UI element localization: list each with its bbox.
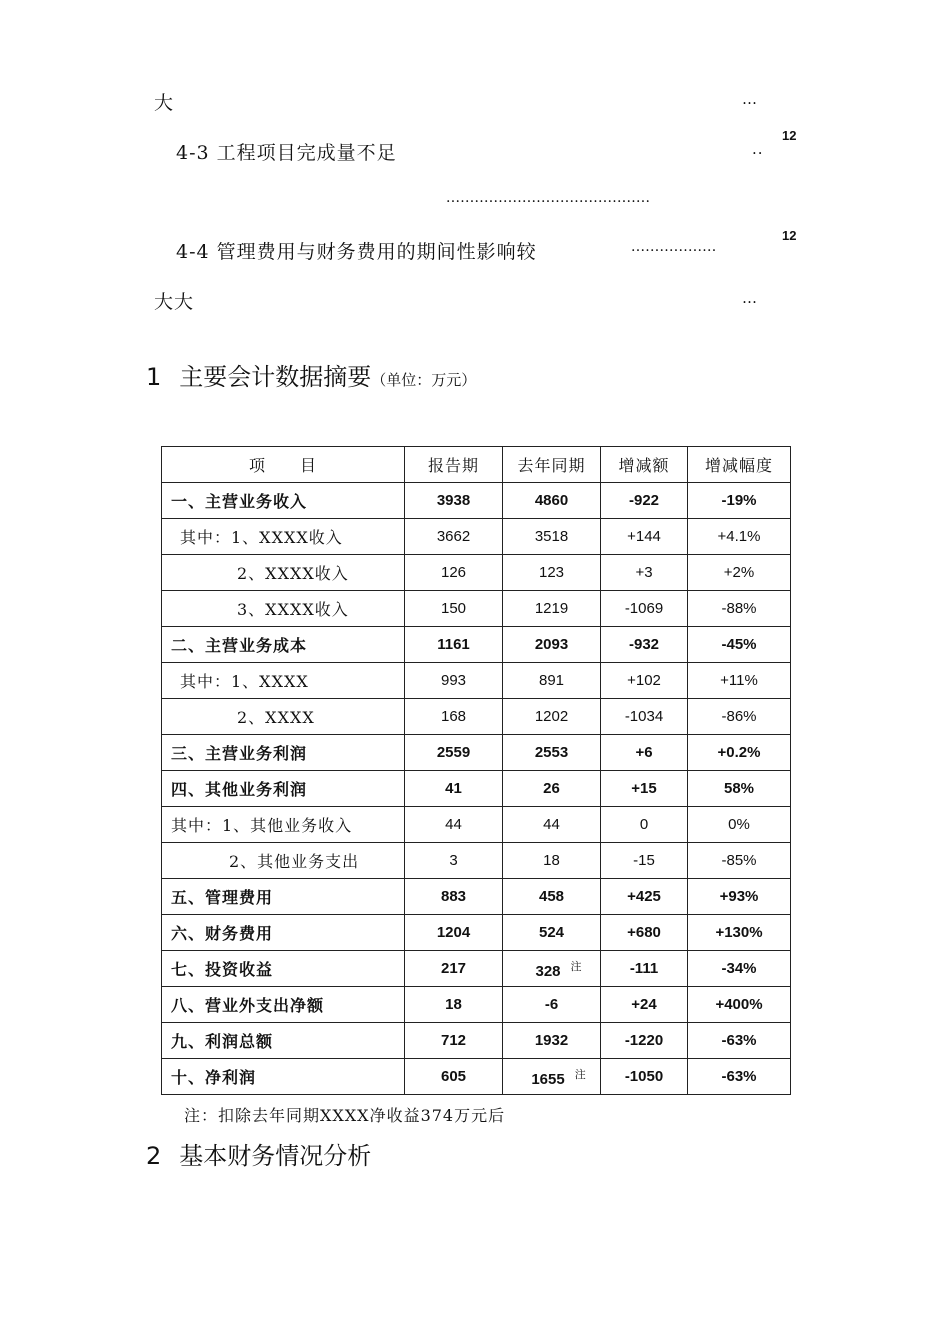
cell-value: 58% [688, 771, 791, 807]
cell-value: -86% [688, 699, 791, 735]
table-row [162, 519, 791, 555]
table-row [162, 627, 791, 663]
cell-value: -111 [601, 951, 688, 987]
cell-value: +0.2% [688, 735, 791, 771]
row-label: 2、XXXX [162, 699, 405, 735]
cell-value: +4.1% [688, 519, 791, 555]
row-label: 七、投资收益 [162, 951, 405, 987]
cell-value: -6 [503, 987, 601, 1023]
section-title: 基本财务情况分析 [179, 1142, 372, 1170]
cell-value: -45% [688, 627, 791, 663]
cell-value: 2093 [503, 627, 601, 663]
cell-value: 1204 [405, 915, 503, 951]
section-number: 2 [146, 1142, 162, 1170]
row-label: 2、XXXX收入 [162, 555, 405, 591]
cell-value: 168 [405, 699, 503, 735]
cell-value: 883 [405, 879, 503, 915]
row-label: 二、主营业务成本 [162, 627, 405, 663]
cell-value: -19% [688, 483, 791, 519]
table-row [162, 843, 791, 879]
toc-item-4-3[interactable]: 4-3 工程项目完成量不足 [176, 142, 397, 164]
section-heading-1 [146, 357, 476, 392]
row-label: 八、营业外支出净额 [162, 987, 405, 1023]
cell-value: 1219 [503, 591, 601, 627]
cell-value: 44 [405, 807, 503, 843]
unit-note: （单位：万元） [371, 371, 477, 389]
toc-dot-leader: … [742, 90, 758, 108]
cell-value: 0% [688, 807, 791, 843]
section-number: 1 [146, 363, 162, 391]
table-row [162, 1059, 791, 1095]
cell-value: 41 [405, 771, 503, 807]
cell-value: 44 [503, 807, 601, 843]
note-marker: 注 [570, 959, 582, 973]
table-row [162, 483, 791, 519]
table-row [162, 1023, 791, 1059]
column-header: 报告期 [405, 447, 503, 483]
cell-value: +93% [688, 879, 791, 915]
cell-value: 150 [405, 591, 503, 627]
toc-continuation-text: 大大 [154, 291, 195, 313]
cell-value: 1655 [531, 1070, 565, 1088]
cell-value: 18 [405, 987, 503, 1023]
cell-value: 891 [503, 663, 601, 699]
cell-value: 126 [405, 555, 503, 591]
table-row [162, 735, 791, 771]
cell-value: 993 [405, 663, 503, 699]
cell-value: -1069 [601, 591, 688, 627]
cell-value: 18 [503, 843, 601, 879]
cell-value: 217 [405, 951, 503, 987]
cell-value: -1034 [601, 699, 688, 735]
cell-value: 26 [503, 771, 601, 807]
row-label: 三、主营业务利润 [162, 735, 405, 771]
cell-value: +6 [601, 735, 688, 771]
note-marker: 注 [574, 1067, 586, 1081]
cell-value: 3 [405, 843, 503, 879]
cell-value: +102 [601, 663, 688, 699]
cell-value: 4860 [503, 483, 601, 519]
cell-value: +11% [688, 663, 791, 699]
financial-summary-table [161, 446, 791, 1095]
cell-value: 1932 [503, 1023, 601, 1059]
toc-dot-leader: ........................................... [446, 190, 651, 206]
section-title: 主要会计数据摘要 [179, 363, 372, 391]
table-row [162, 591, 791, 627]
cell-value: -1220 [601, 1023, 688, 1059]
cell-value: 3518 [503, 519, 601, 555]
cell-value: -1050 [601, 1059, 688, 1095]
column-header: 去年同期 [503, 447, 601, 483]
row-label: 四、其他业务利润 [162, 771, 405, 807]
table-header-row [162, 447, 791, 483]
cell-value: 123 [503, 555, 601, 591]
table-row [162, 663, 791, 699]
table-row [162, 987, 791, 1023]
row-label: 其中：1、XXXX [162, 663, 405, 699]
cell-value: -63% [688, 1023, 791, 1059]
cell-value: -88% [688, 591, 791, 627]
toc-page-number: 12 [782, 228, 797, 243]
row-label: 六、财务费用 [162, 915, 405, 951]
table-footnote: 注：扣除去年同期XXXX净收益374万元后 [184, 1106, 506, 1125]
cell-value: +425 [601, 879, 688, 915]
cell-value: +2% [688, 555, 791, 591]
cell-value: -15 [601, 843, 688, 879]
toc-dot-leader: .. [752, 140, 764, 158]
cell-value-with-note [503, 1059, 601, 1095]
cell-value: +130% [688, 915, 791, 951]
cell-value: +144 [601, 519, 688, 555]
column-header: 项 目 [162, 447, 405, 483]
cell-value: 3938 [405, 483, 503, 519]
cell-value: -85% [688, 843, 791, 879]
cell-value: +15 [601, 771, 688, 807]
table-row [162, 555, 791, 591]
cell-value: 458 [503, 879, 601, 915]
cell-value: 2559 [405, 735, 503, 771]
table-row [162, 951, 791, 987]
table-row [162, 879, 791, 915]
cell-value: -922 [601, 483, 688, 519]
cell-value: -34% [688, 951, 791, 987]
table-row [162, 771, 791, 807]
table-row [162, 807, 791, 843]
row-label: 2、其他业务支出 [162, 843, 405, 879]
column-header: 增减额 [601, 447, 688, 483]
cell-value: +400% [688, 987, 791, 1023]
cell-value: 1161 [405, 627, 503, 663]
cell-value: 2553 [503, 735, 601, 771]
cell-value: +3 [601, 555, 688, 591]
row-label: 3、XXXX收入 [162, 591, 405, 627]
section-heading-2 [146, 1136, 371, 1171]
row-label: 其中：1、其他业务收入 [162, 807, 405, 843]
toc-continuation-text: 大 [154, 92, 175, 114]
cell-value: 328 [535, 962, 561, 980]
cell-value: 0 [601, 807, 688, 843]
column-header: 增减幅度 [688, 447, 791, 483]
cell-value: 712 [405, 1023, 503, 1059]
row-label: 十、净利润 [162, 1059, 405, 1095]
row-label: 五、管理费用 [162, 879, 405, 915]
cell-value: 1202 [503, 699, 601, 735]
cell-value: 3662 [405, 519, 503, 555]
row-label: 九、利润总额 [162, 1023, 405, 1059]
toc-dot-leader: … [742, 289, 758, 307]
cell-value: -63% [688, 1059, 791, 1095]
toc-item-4-4[interactable]: 4-4 管理费用与财务费用的期间性影响较 [176, 241, 537, 263]
cell-value: +24 [601, 987, 688, 1023]
cell-value: 605 [405, 1059, 503, 1095]
cell-value: +680 [601, 915, 688, 951]
cell-value: -932 [601, 627, 688, 663]
table-row [162, 699, 791, 735]
row-label: 一、主营业务收入 [162, 483, 405, 519]
row-label: 其中：1、XXXX收入 [162, 519, 405, 555]
toc-page-number: 12 [782, 128, 797, 143]
table-row [162, 915, 791, 951]
cell-value: 524 [503, 915, 601, 951]
cell-value-with-note [503, 951, 601, 987]
toc-dot-leader: .................. [631, 239, 717, 255]
